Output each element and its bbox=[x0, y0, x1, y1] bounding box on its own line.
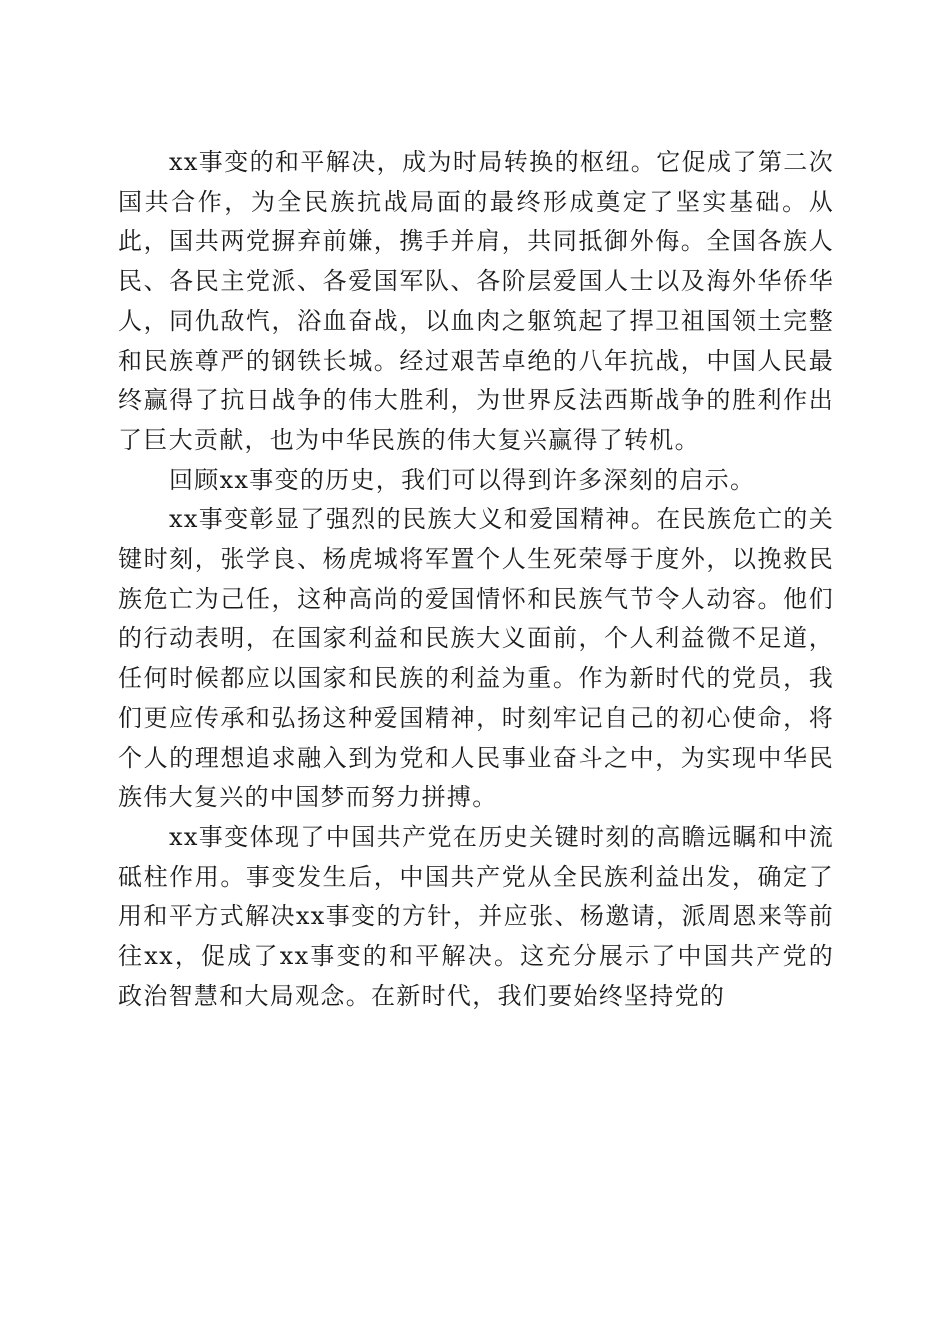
paragraph-outcome: xx事变的和平解决，成为时局转换的枢纽。它促成了第二次国共合作，为全民族抗战局面的最终形成奠定了坚实基础。从此，国共两党摒弃前嫌，携手并肩，共同抵御外侮。全国各族人民、各民主党派、各爱国军队、各阶层爱国人士以及海外华侨华人，同仇敌忾，浴血奋战，以血肉之躯筑起了捍卫祖国领土完整和民族尊严的钢铁长城。经过艰苦卓绝的八年抗战，中国人民最终赢得了抗日战争的伟大胜利，为世界反法西斯战争的胜利作出了巨大贡献，也为中华民族的伟大复兴赢得了转机。 bbox=[118, 148, 834, 454]
paragraph-party-role: xx事变体现了中国共产党在历史关键时刻的高瞻远瞩和中流砥柱作用。事变发生后，中国共产党从全民族利益出发，确定了用和平方式解决xx事变的方针，并应张、杨邀请，派周恩来等前往xx，促成了xx事变的和平解决。这充分展示了中国共产党的政治智慧和大局观念。在新时代，我们要始终坚持党的 bbox=[118, 822, 834, 1010]
document-body bbox=[118, 143, 834, 1016]
paragraph-patriotism: xx事变彰显了强烈的民族大义和爱国精神。在民族危亡的关键时刻，张学良、杨虎城将军置个人生死荣辱于度外，以挽救民族危亡为己任，这种高尚的爱国情怀和民族气节令人动容。他们的行动表明，在国家利益和民族大义面前，个人利益微不足道，任何时候都应以国家和民族的利益为重。作为新时代的党员，我们更应传承和弘扬这种爱国精神，时刻牢记自己的初心使命，将个人的理想追求融入到为党和人民事业奋斗之中，为实现中华民族伟大复兴的中国梦而努力拼搏。 bbox=[118, 505, 834, 812]
paragraph-review-intro: 回顾xx事变的历史，我们可以得到许多深刻的启示。 bbox=[169, 465, 756, 494]
